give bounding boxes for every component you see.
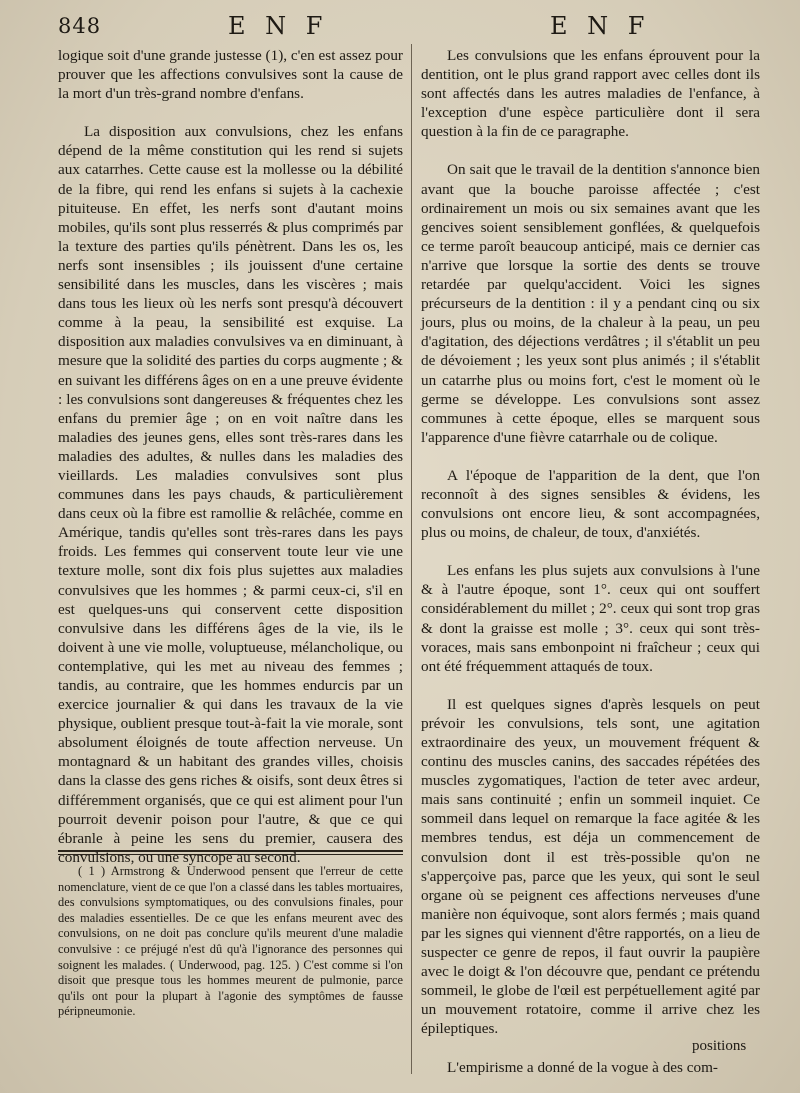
left-paragraph-2: La disposition aux convulsions, chez les enfans dépend de la même constitution qui les rend si sujets aux catarrhes. Cette cause est la mollesse ou la débilité de la fibre, qui rend les enfans si sujets à la cachexie pituiteuse. En effet, les nerfs sont d'autant moins mobiles, qu'ils sont plus resserrés & plus comprimés par la texture des parties qu'ils pénètrent. Dans les os, les nerfs sont insensibles ; ils jouissent d'une certaine sensibilité dans les muscles, dans les viscères ; mais dans tous les lieux où les nerfs sont presqu'à découvert comme à la peau, la sensibilité est exquise. La disposition aux maladies convulsives va en diminuant, à mesure que la solidité des parties du corps augmente ; & en suivant les différens âges on en a une preuve évidente : les convulsions sont dangereuses & fréquentes chez les enfans du premier âge ; on en voit naître dans les maladies des jeunes gens, elles sont très-rares dans les maladies des adultes, & nulles dans les maladies des vieillards. Les maladies convulsives sont plus communes dans les pays chauds, & particulièrement dans ceux où la fibre est ramollie & relâchée, comme en Amérique, tandis qu'elles sont très-rares dans les pays froids. Les femmes qui conservent toute leur vie une texture molle, sont dix fois plus sujettes aux maladies convulsives que les hommes ; & parmi ceux-ci, s'il en est quelques-uns qui conservent cette disposition convulsive dans les différens âges de la vie, ils le doivent à une vie molle, voluptueuse, mélancholique, ou contemplative, qui les met au niveau des femmes ; tandis, au contraire, que les hommes endurcis par un exercice journalier & qui dans les travaux de la vie physique, oublient presque tout-à-fait la vie morale, sont absolument éloignés de toute affection nerveuse. Un montagnard & un habitant des grandes villes, choisis dans la classe des gens riches & oisifs, sont deux êtres si différemment organisés, que ce qui est aliment pour l'un pourroit devenir poison pour l'autre, & que ce qui ébranle à peine les sens du premier, causera des convulsions, ou une syncope au second. [58,123,403,866]
left-column [58,46,403,867]
right-paragraph-3: A l'époque de l'apparition de la dent, que l'on reconnoît à des signes sensibles & évidens, les convulsions ont encore lieu, & sont accompagnées, plus ou moins, de chaleur, de toux, d'anxiétés. [421,466,760,542]
right-paragraph-6: L'empirisme a donné de la vogue à des com- [447,1058,718,1076]
page-number: 848 [58,14,102,38]
right-paragraph-5: Il est quelques signes d'après lesquels on peut prévoir les convulsions, tels sont, une agitation extraordinaire des yeux, un mouvement fréquent & continu des muscles canins, des saccades répétées des muscles zygomatiques, l'action de teter avec ardeur, mais sans continuité ; enfin un sommeil inquiet. Ce sommeil dans lequel on remarque la face agitée & les membres tendus, est déja un commencement de convulsion dont il est très-possible qu'on ne s'apperçoive pas, parce que les yeux, qui sont le seul organe où se peignent ces affections nerveuses d'une manière non équivoque, sont alors fermés ; mais quand par les signes qui viennent d'être rapportés, on a lieu de suspecter ce genre de repos, il faut ouvrir la paupière avec le doigt & l'on découvre que, pendant ce prétendu sommeil, le globe de l'œil est perpétuellement agité par un mouvement rotatoire, comme il arrive chez les épileptiques. [421,695,760,1038]
right-paragraph-2: On sait que le travail de la dentition s'annonce bien avant que la bouche paroisse affectée ; c'est ordinairement un mois ou six semaines avant que les gencives soient sensiblement gonflées, & quelquefois ce terme paroît beaucoup anticipé, mais ce dernier cas n'arrive que lorsque la sortie des dents se trouve retardée par quelqu'accident. Voici les signes précurseurs de la dentition : il y a pendant cinq ou six jours, plus ou moins, de la chaleur à la peau, un peu d'agitation, des déjections verdâtres ; il s'établit un peu de dévoiement ; les yeux sont plus animés ; il s'établit un catarrhe plus ou moins fort, c'est le moment où le germe se développe. Les convulsions sont assez communes à cette époque, elles se marquent sous l'apparence d'une fièvre catarrhale ou de colique. [421,161,760,446]
right-paragraph-1: Les convulsions que les enfans éprouvent pour la dentition, ont le plus grand rapport avec celles dont ils sont affectés dans les autres maladies de l'enfance, à l'exception d'une espèce particulière dont il sera question à la fin de ce paragraphe. [421,47,760,141]
right-paragraph-4: Les enfans les plus sujets aux convulsions à l'une & à l'autre époque, sont 1°. ceux qui ont souffert considérablement du millet ; 2°. ceux qui sont trop gras & dont la graisse est molle ; 3°. ceux qui sont très-voraces, mais sans embonpoint ni fraîcheur ; ceux qui ont été fréquemment attaqués de toux. [421,562,760,675]
catchword: positions [692,1038,747,1054]
footnote-rule [58,850,403,855]
page-header [58,10,760,42]
running-head-right: E N F [550,12,651,40]
left-paragraph-1: logique soit d'une grande justesse (1), c'en est assez pour prouver que les affections convulsives sont la cause de la mort d'un très-grand nombre d'enfans. [58,47,403,103]
running-head-left: E N F [228,12,329,40]
column-divider [411,44,412,1074]
footnote-text: ( 1 ) Armstrong & Underwood pensent que l'erreur de cette nomenclature, vient de ce que l'on a classé dans les tables mortuaires, des convulsions symptomatiques, ou des convulsions finales, pour des maladies essentielles. De ce que les enfans meurent avec des convulsions, on ne doit pas conclure qu'ils meurent d'une maladie convulsive : ce préjugé n'est dû qu'à l'ignorance des personnes qui soignent les malades. ( Underwood, pag. 125. ) C'est comme si l'on disoit que presque tous les hommes meurent de pulmonie, parce qu'ils ont pour la plupart à l'agonie des symptômes de fausse péripneumonie. [58,864,403,1019]
right-column [421,46,760,1077]
footnote [58,864,403,1020]
